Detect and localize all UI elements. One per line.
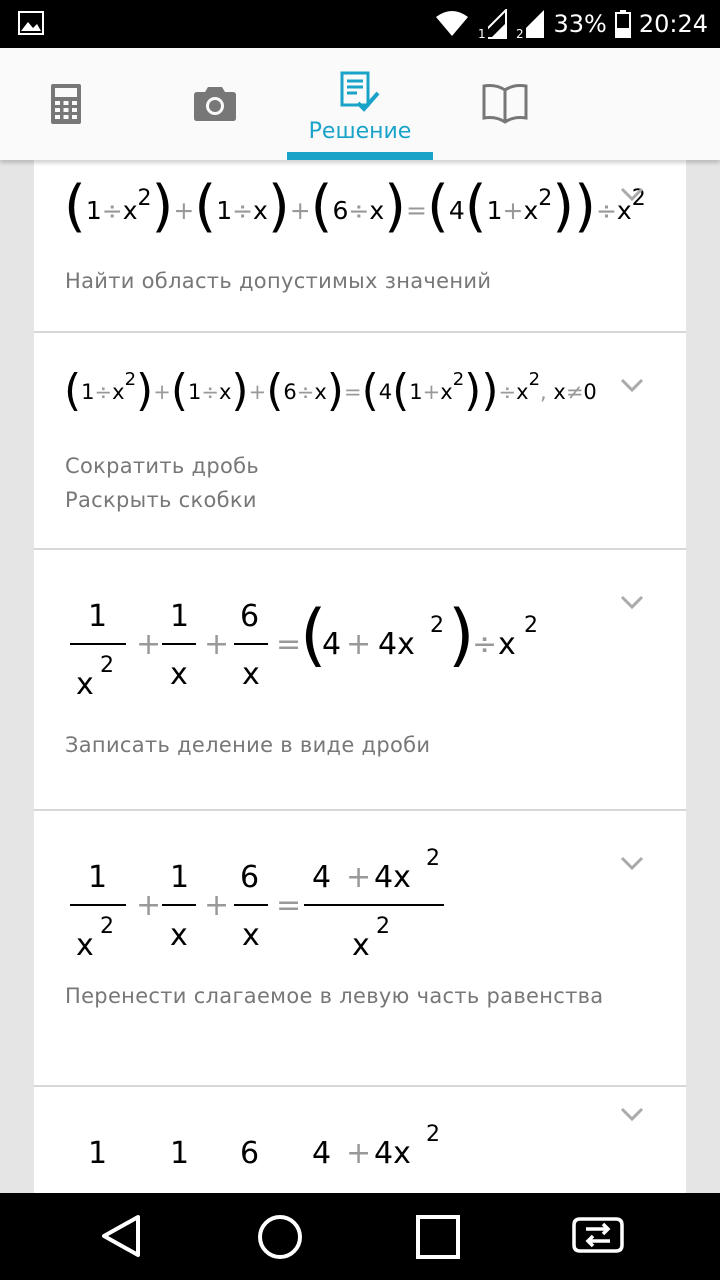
svg-text:=: = [276, 888, 302, 923]
tab-book[interactable] [480, 48, 530, 160]
svg-text:2: 2 [376, 914, 390, 939]
svg-text:4: 4 [322, 627, 342, 662]
step-card-4[interactable] [34, 811, 686, 1085]
svg-text:+: + [346, 627, 372, 662]
home-icon[interactable] [256, 1213, 304, 1261]
solution-icon [340, 71, 380, 113]
step-expression [64, 847, 584, 987]
clock: 20:24 [638, 10, 708, 38]
svg-text:+: + [136, 627, 162, 662]
svg-text:2: 2 [426, 847, 440, 871]
tab-calculator[interactable] [36, 48, 96, 160]
svg-text:1: 1 [88, 1136, 108, 1171]
svg-text:+: + [346, 860, 372, 895]
svg-text:+: + [346, 1136, 372, 1171]
svg-text:+: + [204, 888, 230, 923]
chevron-down-icon[interactable] [620, 1107, 644, 1121]
svg-text:6: 6 [240, 860, 260, 895]
gallery-notification-icon [18, 11, 44, 35]
step-expression: (1÷x2)+(1÷x)+(6÷x)=(4(1+x2))÷x2, x≠0 [64, 365, 597, 416]
svg-text:x: x [76, 928, 94, 963]
status-bar [0, 0, 720, 48]
svg-text:2: 2 [100, 914, 114, 939]
svg-text:4x: 4x [378, 627, 415, 662]
chevron-down-icon[interactable] [620, 856, 644, 870]
chevron-down-icon[interactable] [620, 378, 644, 392]
svg-text:x: x [498, 627, 516, 662]
recents-icon[interactable] [414, 1213, 462, 1261]
solution-steps[interactable] [34, 160, 686, 1193]
svg-text:1: 1 [88, 860, 108, 895]
battery-icon [615, 10, 631, 38]
step-card-5[interactable] [34, 1087, 686, 1193]
svg-text:1: 1 [478, 27, 487, 39]
step-description: Перенести слагаемое в левую часть равенства [65, 984, 604, 1008]
tab-solution-label: Решение [308, 118, 412, 144]
svg-text:2: 2 [430, 613, 444, 638]
step-expression [64, 1109, 584, 1193]
svg-text:x: x [352, 928, 370, 963]
svg-text:6: 6 [240, 599, 260, 634]
tab-active-indicator [287, 152, 433, 160]
svg-text:x: x [170, 918, 188, 953]
svg-text:2: 2 [426, 1122, 440, 1147]
battery-percent: 33% [553, 10, 607, 38]
wifi-icon [435, 11, 469, 37]
chevron-down-icon[interactable] [620, 187, 644, 201]
svg-text:÷: ÷ [472, 627, 498, 662]
svg-text:4: 4 [312, 1136, 332, 1171]
svg-text:4: 4 [312, 860, 332, 895]
camera-icon [194, 87, 236, 121]
step-card-2[interactable] [34, 333, 686, 548]
chevron-down-icon[interactable] [620, 595, 644, 609]
svg-text:1: 1 [88, 599, 108, 634]
step-description: Записать деление в виде дроби [65, 733, 431, 757]
step-expression: (1÷x2)+(1÷x)+(6÷x)=(4(1+x2))÷x2 [64, 174, 646, 239]
step-card-3[interactable] [34, 550, 686, 809]
svg-text:4x: 4x [374, 860, 411, 895]
step-description: Сократить дробь [65, 454, 260, 478]
svg-text:x: x [242, 918, 260, 953]
svg-text:2: 2 [516, 27, 525, 39]
svg-text:2: 2 [524, 613, 538, 638]
system-nav-bar [0, 1193, 720, 1280]
tab-camera[interactable] [190, 48, 240, 160]
step-expression [64, 586, 584, 716]
svg-text:x: x [242, 657, 260, 692]
book-icon [482, 84, 528, 124]
svg-text:4x: 4x [374, 1136, 411, 1171]
tab-solution[interactable] [287, 48, 433, 160]
step-description: Найти область допустимых значений [65, 269, 492, 293]
calculator-icon [51, 84, 81, 124]
svg-text:1: 1 [170, 1136, 190, 1171]
svg-text:1: 1 [170, 860, 190, 895]
svg-text:+: + [204, 627, 230, 662]
svg-text:(: ( [300, 596, 327, 675]
signal-sim2-icon [515, 9, 545, 39]
svg-text:+: + [136, 888, 162, 923]
switch-icon[interactable] [570, 1215, 626, 1255]
back-icon[interactable] [98, 1213, 144, 1259]
svg-text:=: = [276, 627, 302, 662]
step-description: Раскрыть скобки [65, 488, 257, 512]
svg-text:6: 6 [240, 1136, 260, 1171]
signal-sim1-icon [477, 9, 507, 39]
svg-text:1: 1 [170, 599, 190, 634]
tab-bar [0, 48, 720, 160]
svg-text:): ) [448, 596, 475, 675]
svg-text:x: x [170, 657, 188, 692]
svg-text:2: 2 [100, 653, 114, 678]
svg-text:x: x [76, 667, 94, 702]
step-card-1[interactable] [34, 160, 686, 331]
